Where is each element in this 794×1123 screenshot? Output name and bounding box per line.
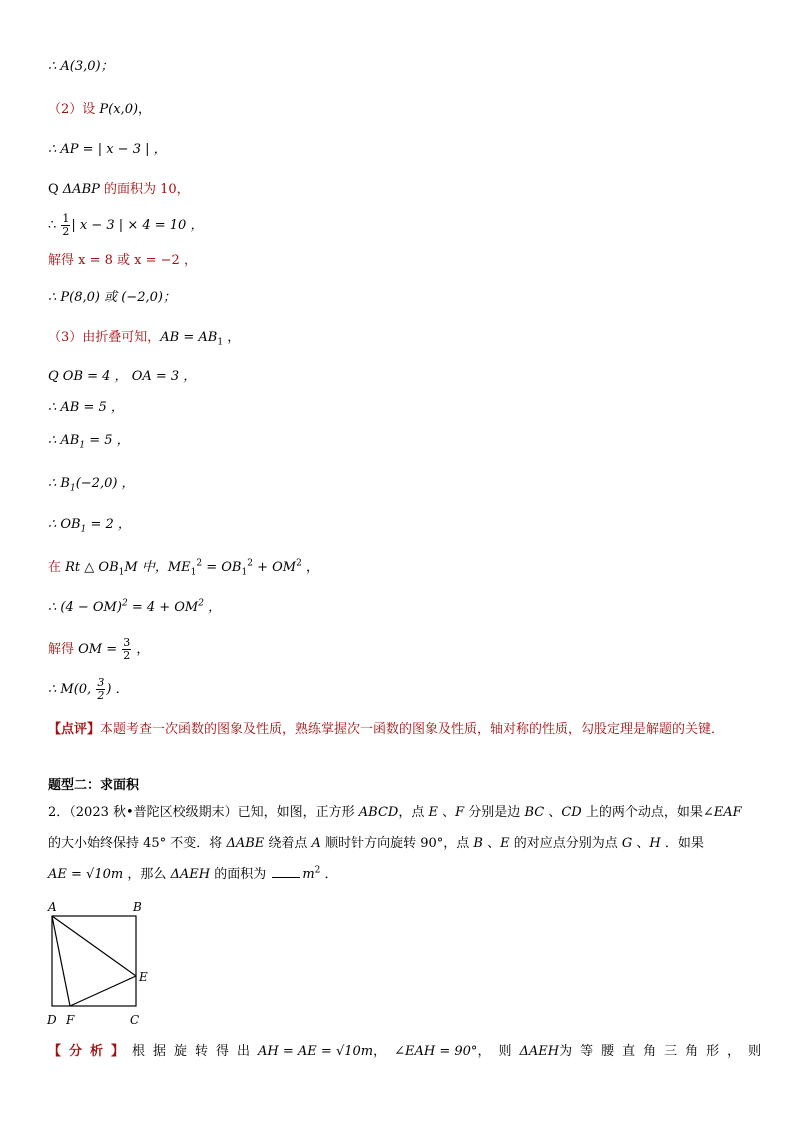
section-title: 题型二：求面积: [48, 778, 140, 793]
solution-line-17: ∴ M(0, $\frac{3}{2}$ ) ．: [48, 676, 129, 702]
segment-ae: [52, 916, 136, 976]
label-e: E: [139, 970, 148, 984]
solution-line-15: ∴ $(4 - OM)^2 = 4 + OM^2$ ，: [48, 598, 222, 615]
solution-line-5: ∴ $\frac{1}{2}$ | x − 3 | × 4 = 10 ，: [48, 212, 204, 238]
square-abcd: [52, 916, 136, 1006]
segment-ef: [70, 976, 136, 1006]
solution-line-2: （2）设 P(x,0)，: [48, 102, 152, 117]
comment-block: [48, 717, 748, 742]
solution-line-4: Q ΔABP 的面积为 10，: [48, 182, 190, 197]
label-c: C: [130, 1013, 140, 1027]
solution-line-6: 解得 x = 8 或 x = −2 ，: [48, 253, 197, 268]
comment-text: 本题考查一次函数的图象及性质，熟练掌握次一函数的图象及性质，轴对称的性质，勾股定理是解题的关键．: [100, 722, 725, 737]
solution-line-11: ∴ $AB_1 = 5$ ，: [48, 433, 130, 451]
analysis-block: 【分析】根据旋转得出AH = AE = √10m，∠EAH = 90°，则ΔAEH为等腰直角三角形，则: [48, 1044, 770, 1059]
solution-line-13: ∴ $OB_1 = 2$ ，: [48, 517, 131, 535]
problem-block: 2．（2023 秋•普陀区校级期末）已知，如图，正方形 ABCD，点 E 、F 分别是边 BC 、CD 上的两个动点，如果∠EAF的大小始终保持 45° 不变．将 ΔABE 绕着点 A 顺时针方向旋转 90°，点 B 、E 的对应点分别为点 G 、H ．如果 AE = √10m ，那么 ΔAEH 的面积为 $m^2$ ．: [48, 805, 742, 882]
solution-line-8: （3）由折叠可知，AB = $AB_1$ ，: [48, 330, 241, 348]
label-f: F: [66, 1013, 75, 1027]
segment-af: [52, 916, 70, 1006]
solution-line-12: ∴ $B_1(-2,0)$ ，: [48, 476, 135, 494]
solution-line-10: ∴ AB = 5 ，: [48, 400, 124, 415]
answer-blank[interactable]: [272, 867, 300, 878]
label-a: A: [48, 900, 57, 914]
solution-line-9: Q OB = 4 ， OA = 3 ，: [48, 369, 197, 384]
comment-tag: 【点评】: [48, 722, 101, 737]
label-b: B: [133, 900, 142, 914]
solution-line-1: ∴ A(3,0)；: [48, 59, 114, 74]
solution-line-3: ∴ AP = | x − 3 | ，: [48, 142, 167, 157]
solution-line-14: 在 Rt △ $OB_1M$ 中，$ME_1^2 = OB_1^2 + OM^2$ ，: [48, 558, 319, 578]
geometry-figure: [44, 898, 164, 1030]
label-d: D: [47, 1013, 57, 1027]
solution-line-16: 解得 OM = $\frac{3}{2}$ ，: [48, 636, 150, 662]
solution-line-7: ∴ P(8,0) 或 (−2,0)；: [48, 290, 176, 305]
